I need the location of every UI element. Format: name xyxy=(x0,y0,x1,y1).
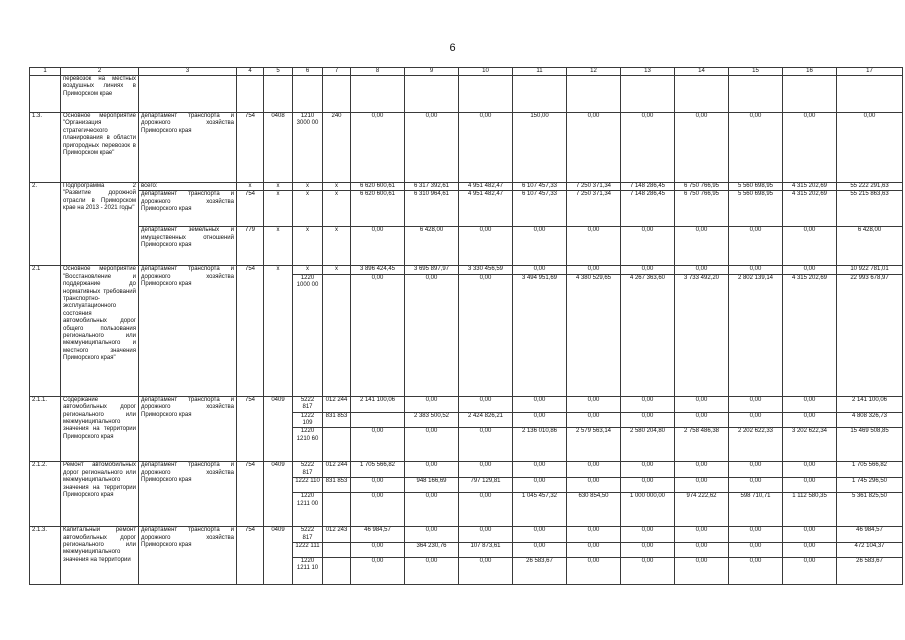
code-cell: 754 xyxy=(237,266,264,396)
amount-cell: 26 583,67 xyxy=(837,558,903,585)
column-number-cell: 12 xyxy=(567,68,621,76)
amount-cell: 3 202 622,34 xyxy=(783,428,837,462)
executor-cell: департамент транспорта и дорожного хозяйства Приморского края xyxy=(139,113,237,183)
amount-cell: 0,00 xyxy=(675,396,729,412)
amount-cell: 0,00 xyxy=(729,412,783,428)
amount-cell: 2 136 010,86 xyxy=(513,428,567,462)
amount-cell: 7 148 286,45 xyxy=(621,191,675,227)
amount-cell: 0,00 xyxy=(513,527,567,543)
table-row xyxy=(30,227,903,266)
amount-cell: 10 922 781,01 xyxy=(837,266,903,274)
activity-name-cell: перевозок на местных воздушных линиях в Приморском крае xyxy=(61,76,139,113)
amount-cell: 472 104,37 xyxy=(837,543,903,558)
amount-cell: 0,00 xyxy=(513,396,567,412)
column-number-cell: 7 xyxy=(323,68,351,76)
code-cell: x xyxy=(264,266,293,396)
amount-cell: 4 951 482,47 xyxy=(459,191,513,227)
code-cell: 012 243 xyxy=(323,527,351,543)
amount-cell: 6 428,00 xyxy=(405,227,459,266)
amount-cell: 6 310 964,61 xyxy=(405,191,459,227)
item-number-cell: 2. xyxy=(30,183,61,266)
code-cell: x xyxy=(293,227,323,266)
code-cell: 1222 109 xyxy=(293,412,323,428)
amount-cell: 0,00 xyxy=(783,478,837,493)
amount-cell: 0,00 xyxy=(675,412,729,428)
table-row xyxy=(30,183,903,191)
page-number: 6 xyxy=(449,42,456,54)
amount-cell: 0,00 xyxy=(459,227,513,266)
amount-cell: 0,00 xyxy=(621,543,675,558)
code-cell: x xyxy=(293,191,323,227)
amount-cell: 0,00 xyxy=(459,558,513,585)
code-cell: 0409 xyxy=(264,396,293,462)
amount-cell: 0,00 xyxy=(729,478,783,493)
column-number-cell: 16 xyxy=(783,68,837,76)
code-cell: 1220 1210 60 xyxy=(293,428,323,462)
amount-cell: 0,00 xyxy=(783,266,837,274)
amount-cell: 0,00 xyxy=(675,527,729,543)
amount-cell: 0,00 xyxy=(405,274,459,396)
amount-cell: 0,00 xyxy=(405,396,459,412)
amount-cell: 1 045 457,32 xyxy=(513,493,567,527)
column-number-cell: 11 xyxy=(513,68,567,76)
code-cell: x xyxy=(264,191,293,227)
empty-cell xyxy=(675,76,729,113)
amount-cell: 0,00 xyxy=(459,462,513,478)
amount-cell: 4 315 202,69 xyxy=(783,191,837,227)
amount-cell: 0,00 xyxy=(567,543,621,558)
code-cell xyxy=(323,274,351,396)
amount-cell: 6 750 766,95 xyxy=(675,191,729,227)
amount-cell: 630 854,50 xyxy=(567,493,621,527)
empty-cell xyxy=(567,76,621,113)
column-number-cell: 4 xyxy=(237,68,264,76)
amount-cell: 0,00 xyxy=(513,543,567,558)
amount-cell: 0,00 xyxy=(513,227,567,266)
code-cell: 754 xyxy=(237,113,264,183)
table-row xyxy=(30,527,903,543)
executor-cell: департамент земельных и имущественных отношений Приморского края xyxy=(139,227,237,266)
amount-cell: 0,00 xyxy=(351,558,405,585)
code-cell: 1220 1211 00 xyxy=(293,493,323,527)
amount-cell: 0,00 xyxy=(459,396,513,412)
amount-cell: 55 215 863,63 xyxy=(837,191,903,227)
code-cell xyxy=(323,558,351,585)
amount-cell: 0,00 xyxy=(729,113,783,183)
amount-cell: 0,00 xyxy=(405,493,459,527)
amount-cell: 6 107 457,33 xyxy=(513,191,567,227)
amount-cell: 46 984,57 xyxy=(351,527,405,543)
amount-cell: 4 315 202,69 xyxy=(783,274,837,396)
amount-cell: 0,00 xyxy=(513,462,567,478)
amount-cell: 0,00 xyxy=(351,113,405,183)
amount-cell: 2 424 826,21 xyxy=(459,412,513,428)
code-cell: x xyxy=(293,183,323,191)
code-cell: 0409 xyxy=(264,462,293,527)
amount-cell: 0,00 xyxy=(621,396,675,412)
amount-cell: 6 428,00 xyxy=(837,227,903,266)
code-cell: x xyxy=(237,183,264,191)
amount-cell: 15 469 508,85 xyxy=(837,428,903,462)
activity-name-cell: Основное мероприятие "Восстановление и поддержание до нормативных требований транспортно-эксплуатационного состояния автомобильных дорог общего пользования регионального или межмуниципального и местного значения Приморского края" xyxy=(61,266,139,396)
amount-cell: 0,00 xyxy=(675,543,729,558)
column-number-cell: 13 xyxy=(621,68,675,76)
executor-cell: департамент транспорта и дорожного хозяйства Приморского края xyxy=(139,266,237,396)
item-number-cell: 1.3. xyxy=(30,113,61,183)
code-cell: 5222 817 xyxy=(293,462,323,478)
amount-cell: 0,00 xyxy=(621,527,675,543)
table-row xyxy=(30,266,903,274)
amount-cell: 0,00 xyxy=(405,558,459,585)
table-row xyxy=(30,462,903,478)
amount-cell: 6 317 392,61 xyxy=(405,183,459,191)
column-number-cell: 10 xyxy=(459,68,513,76)
empty-cell xyxy=(293,76,323,113)
empty-cell xyxy=(459,76,513,113)
amount-cell: 0,00 xyxy=(459,428,513,462)
amount-cell: 0,00 xyxy=(459,274,513,396)
amount-cell: 3 733 492,20 xyxy=(675,274,729,396)
amount-cell: 974 222,62 xyxy=(675,493,729,527)
amount-cell: 0,00 xyxy=(675,462,729,478)
executor-cell: департамент транспорта и дорожного хозяйства Приморского края xyxy=(139,462,237,527)
amount-cell: 6 107 457,33 xyxy=(513,183,567,191)
amount-cell: 0,00 xyxy=(783,527,837,543)
item-number-cell: 2.1.3. xyxy=(30,527,61,585)
amount-cell: 0,00 xyxy=(675,478,729,493)
amount-cell: 0,00 xyxy=(405,527,459,543)
amount-cell: 22 993 678,97 xyxy=(837,274,903,396)
amount-cell: 0,00 xyxy=(351,478,405,493)
code-cell: x xyxy=(323,266,351,274)
amount-cell: 0,00 xyxy=(729,558,783,585)
amount-cell: 0,00 xyxy=(567,227,621,266)
amount-cell: 5 560 698,95 xyxy=(729,183,783,191)
amount-cell: 797 129,81 xyxy=(459,478,513,493)
activity-name-cell: Содержание автомобильных дорог регионального или межмуниципального значения на территории Приморского края xyxy=(61,396,139,462)
table-row xyxy=(30,396,903,412)
amount-cell: 2 579 563,14 xyxy=(567,428,621,462)
amount-cell: 55 222 291,63 xyxy=(837,183,903,191)
amount-cell: 0,00 xyxy=(351,543,405,558)
amount-cell: 0,00 xyxy=(567,527,621,543)
empty-cell xyxy=(837,76,903,113)
code-cell: 240 xyxy=(323,113,351,183)
amount-cell: 0,00 xyxy=(459,527,513,543)
amount-cell: 2 202 622,33 xyxy=(729,428,783,462)
amount-cell: 0,00 xyxy=(513,478,567,493)
amount-cell: 3 896 424,45 xyxy=(351,266,405,274)
code-cell: 5222 817 xyxy=(293,527,323,543)
amount-cell: 598 710,71 xyxy=(729,493,783,527)
column-number-cell: 15 xyxy=(729,68,783,76)
executor-cell: всего: xyxy=(139,183,237,191)
amount-cell: 0,00 xyxy=(729,527,783,543)
column-number-cell: 8 xyxy=(351,68,405,76)
code-cell: 0408 xyxy=(264,113,293,183)
amount-cell: 0,00 xyxy=(675,558,729,585)
empty-cell xyxy=(237,76,264,113)
empty-cell xyxy=(513,76,567,113)
column-number-cell: 2 xyxy=(61,68,139,76)
code-cell: 5222 817 xyxy=(293,396,323,412)
amount-cell: 0,00 xyxy=(783,462,837,478)
empty-cell xyxy=(264,76,293,113)
amount-cell: 0,00 xyxy=(567,396,621,412)
column-number-cell: 14 xyxy=(675,68,729,76)
amount-cell: 0,00 xyxy=(621,478,675,493)
amount-cell xyxy=(351,412,405,428)
column-number-cell: 6 xyxy=(293,68,323,76)
code-cell: x xyxy=(323,183,351,191)
amount-cell: 0,00 xyxy=(513,266,567,274)
empty-cell xyxy=(729,76,783,113)
amount-cell: 4 267 363,60 xyxy=(621,274,675,396)
amount-cell: 0,00 xyxy=(729,462,783,478)
amount-cell: 1 000 000,00 xyxy=(621,493,675,527)
amount-cell: 0,00 xyxy=(729,227,783,266)
amount-cell: 2 580 204,80 xyxy=(621,428,675,462)
amount-cell: 0,00 xyxy=(405,462,459,478)
amount-cell: 0,00 xyxy=(675,227,729,266)
amount-cell: 0,00 xyxy=(621,558,675,585)
column-number-cell: 17 xyxy=(837,68,903,76)
amount-cell: 0,00 xyxy=(621,412,675,428)
amount-cell: 0,00 xyxy=(783,558,837,585)
amount-cell: 948 166,69 xyxy=(405,478,459,493)
amount-cell: 6 620 600,61 xyxy=(351,183,405,191)
empty-cell xyxy=(351,76,405,113)
program-funding-table xyxy=(29,67,903,585)
amount-cell: 6 750 766,95 xyxy=(675,183,729,191)
empty-cell xyxy=(783,76,837,113)
amount-cell: 0,00 xyxy=(459,113,513,183)
code-cell: 754 xyxy=(237,396,264,462)
code-cell: 754 xyxy=(237,527,264,585)
amount-cell: 150,00 xyxy=(513,113,567,183)
amount-cell: 0,00 xyxy=(567,113,621,183)
code-cell: x xyxy=(293,266,323,274)
code-cell: 754 xyxy=(237,191,264,227)
amount-cell: 0,00 xyxy=(567,266,621,274)
amount-cell: 4 808 326,73 xyxy=(837,412,903,428)
amount-cell: 0,00 xyxy=(405,428,459,462)
amount-cell: 0,00 xyxy=(567,478,621,493)
item-number-cell: 2.1 xyxy=(30,266,61,396)
code-cell: x xyxy=(264,227,293,266)
amount-cell: 7 250 371,34 xyxy=(567,183,621,191)
code-cell: x xyxy=(264,183,293,191)
activity-name-cell: Подпрограмма 2 "Развитие дорожной отрасли в Приморском крае на 2013 - 2021 годы" xyxy=(61,183,139,266)
code-cell: 1220 1000 00 xyxy=(293,274,323,396)
amount-cell: 0,00 xyxy=(729,396,783,412)
amount-cell: 4 951 482,47 xyxy=(459,183,513,191)
code-cell: 779 xyxy=(237,227,264,266)
code-cell: 1210 3000 00 xyxy=(293,113,323,183)
column-number-cell: 9 xyxy=(405,68,459,76)
amount-cell: 3 330 456,59 xyxy=(459,266,513,274)
code-cell: 1222 110 xyxy=(293,478,323,493)
code-cell xyxy=(323,493,351,527)
amount-cell: 2 802 139,14 xyxy=(729,274,783,396)
amount-cell: 3 494 951,69 xyxy=(513,274,567,396)
amount-cell: 2 758 486,38 xyxy=(675,428,729,462)
item-number-cell: 2.1.1. xyxy=(30,396,61,462)
amount-cell: 0,00 xyxy=(351,227,405,266)
amount-cell: 0,00 xyxy=(675,113,729,183)
code-cell: 1220 1211 10 xyxy=(293,558,323,585)
amount-cell: 0,00 xyxy=(729,266,783,274)
amount-cell: 3 695 897,97 xyxy=(405,266,459,274)
executor-cell: департамент транспорта и дорожного хозяйства Приморского края xyxy=(139,527,237,585)
amount-cell: 1 745 296,50 xyxy=(837,478,903,493)
code-cell: x xyxy=(323,191,351,227)
activity-name-cell: Ремонт автомобильных дорог регионального или межмуниципального значения на территории Приморского края xyxy=(61,462,139,527)
column-number-cell: 5 xyxy=(264,68,293,76)
empty-cell xyxy=(323,76,351,113)
amount-cell: 1 705 566,82 xyxy=(837,462,903,478)
activity-name-cell: Капитальный ремонт автомобильных дорог регионального или межмуниципального значения на территории xyxy=(61,527,139,585)
amount-cell: 0,00 xyxy=(621,227,675,266)
code-cell: 012 244 xyxy=(323,396,351,412)
amount-cell: 0,00 xyxy=(567,462,621,478)
code-cell: 831 853 xyxy=(323,412,351,428)
code-cell: 754 xyxy=(237,462,264,527)
amount-cell: 26 583,67 xyxy=(513,558,567,585)
column-number-row xyxy=(30,68,903,76)
code-cell xyxy=(323,428,351,462)
amount-cell: 46 984,57 xyxy=(837,527,903,543)
amount-cell: 0,00 xyxy=(513,412,567,428)
empty-cell xyxy=(405,76,459,113)
amount-cell: 107 873,61 xyxy=(459,543,513,558)
table-row xyxy=(30,191,903,227)
executor-cell: департамент транспорта и дорожного хозяйства Приморского края xyxy=(139,396,237,462)
empty-cell xyxy=(139,76,237,113)
code-cell: 012 244 xyxy=(323,462,351,478)
amount-cell: 0,00 xyxy=(567,558,621,585)
amount-cell: 7 250 371,34 xyxy=(567,191,621,227)
column-number-cell: 1 xyxy=(30,68,61,76)
amount-cell: 0,00 xyxy=(621,266,675,274)
amount-cell: 1 112 580,35 xyxy=(783,493,837,527)
amount-cell: 0,00 xyxy=(351,493,405,527)
code-cell: x xyxy=(323,227,351,266)
amount-cell: 0,00 xyxy=(351,274,405,396)
amount-cell: 4 380 529,65 xyxy=(567,274,621,396)
amount-cell: 0,00 xyxy=(783,412,837,428)
amount-cell: 1 705 566,82 xyxy=(351,462,405,478)
amount-cell: 0,00 xyxy=(405,113,459,183)
activity-name-cell: Основное мероприятие "Организация стратегического планирования в области пригородных перевозок в Приморском крае" xyxy=(61,113,139,183)
amount-cell: 0,00 xyxy=(729,543,783,558)
amount-cell: 6 620 600,61 xyxy=(351,191,405,227)
amount-cell: 0,00 xyxy=(621,113,675,183)
amount-cell: 4 315 202,69 xyxy=(783,183,837,191)
amount-cell: 364 230,76 xyxy=(405,543,459,558)
amount-cell: 0,00 xyxy=(783,543,837,558)
code-cell xyxy=(323,543,351,558)
table-row xyxy=(30,113,903,183)
amount-cell: 0,00 xyxy=(783,113,837,183)
amount-cell: 0,00 xyxy=(783,227,837,266)
amount-cell: 0,00 xyxy=(567,412,621,428)
empty-cell xyxy=(621,76,675,113)
amount-cell: 7 148 286,45 xyxy=(621,183,675,191)
item-number-cell: 2.1.2. xyxy=(30,462,61,527)
amount-cell: 0,00 xyxy=(459,493,513,527)
amount-cell: 0,00 xyxy=(675,266,729,274)
amount-cell: 0,00 xyxy=(621,462,675,478)
column-number-cell: 3 xyxy=(139,68,237,76)
code-cell: 831 853 xyxy=(323,478,351,493)
amount-cell: 0,00 xyxy=(351,428,405,462)
amount-cell: 2 383 500,52 xyxy=(405,412,459,428)
amount-cell: 5 560 698,95 xyxy=(729,191,783,227)
amount-cell: 0,00 xyxy=(783,396,837,412)
code-cell: 0409 xyxy=(264,527,293,585)
amount-cell: 0,00 xyxy=(837,113,903,183)
table-row xyxy=(30,76,903,113)
executor-cell: департамент транспорта и дорожного хозяйства Приморского края xyxy=(139,191,237,227)
code-cell: 1222 111 xyxy=(293,543,323,558)
amount-cell: 5 361 825,50 xyxy=(837,493,903,527)
amount-cell: 2 141 100,06 xyxy=(351,396,405,412)
amount-cell: 2 141 100,06 xyxy=(837,396,903,412)
empty-cell xyxy=(30,76,61,113)
